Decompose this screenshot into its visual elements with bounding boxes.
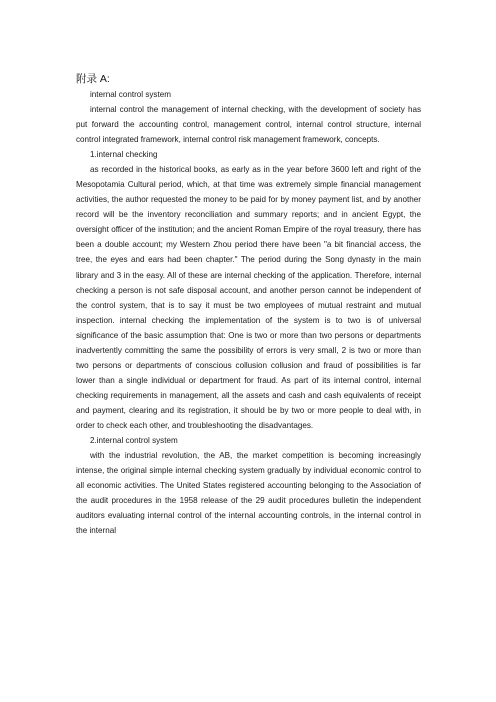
- intro-paragraph: internal control the management of internal checking, with the development of society has put forward the accounting control, management control, internal control structure, internal control integrated framework, internal control risk management framework, concepts.: [76, 105, 421, 145]
- document-subtitle: internal control system: [90, 90, 171, 99]
- section-1-heading: 1.internal checking: [90, 150, 158, 160]
- section-2-heading: 2.internal control system: [90, 436, 178, 446]
- section-1-paragraph: as recorded in the historical books, as early as in the year before 3600 left and right of the Mesopotamia Cultural period, which, at that time was extremely simple financial management activities, the author requested the money to be paid for by money payment list, and by another record will be the inventory reconciliation and summary reports; and in ancient Egypt, the oversight officer of the institution; and the ancient Roman Empire of the royal treasury, there has been a double account; my Western Zhou period there have been "a bit financial access, the tree, the eyes and ears had been chapter." The period during the Song dynasty in the main library and 3 in the easy. All of these are internal checking of the application. Therefore, internal checking a person is not safe disposal account, and another person cannot be independent of the control system, that is to say it must be two employees of mutual restraint and mutual inspection. internal checking the implementation of the system is to two is of universal significance of the basic assumption that: One is two or more than two persons or departments inadvertently committing the same the possibility of errors is very small, 2 is two or more than two persons or departments of conscious collusion collusion and fraud of possibilities is far lower than a single individual or department for fraud. As part of its internal control, internal checking requirements in management, all the assets and cash and cash equivalents of receipt and payment, clearing and its registration, it should be by two or more people to deal with, in order to check each other, and troubleshooting the disadvantages.: [76, 165, 421, 430]
- document-body: [76, 72, 421, 538]
- section-2-paragraph: with the industrial revolution, the AB, the market competition is becoming increasingly intense, the original simple internal checking system gradually by individual economic control to all economic activities. The United States registered accounting belonging to the Association of the audit procedures in the 1958 release of the 29 audit procedures bulletin the independent auditors evaluating internal control of the internal accounting controls, in the internal control in the internal: [76, 451, 421, 536]
- appendix-heading: 附录 A:: [76, 73, 110, 85]
